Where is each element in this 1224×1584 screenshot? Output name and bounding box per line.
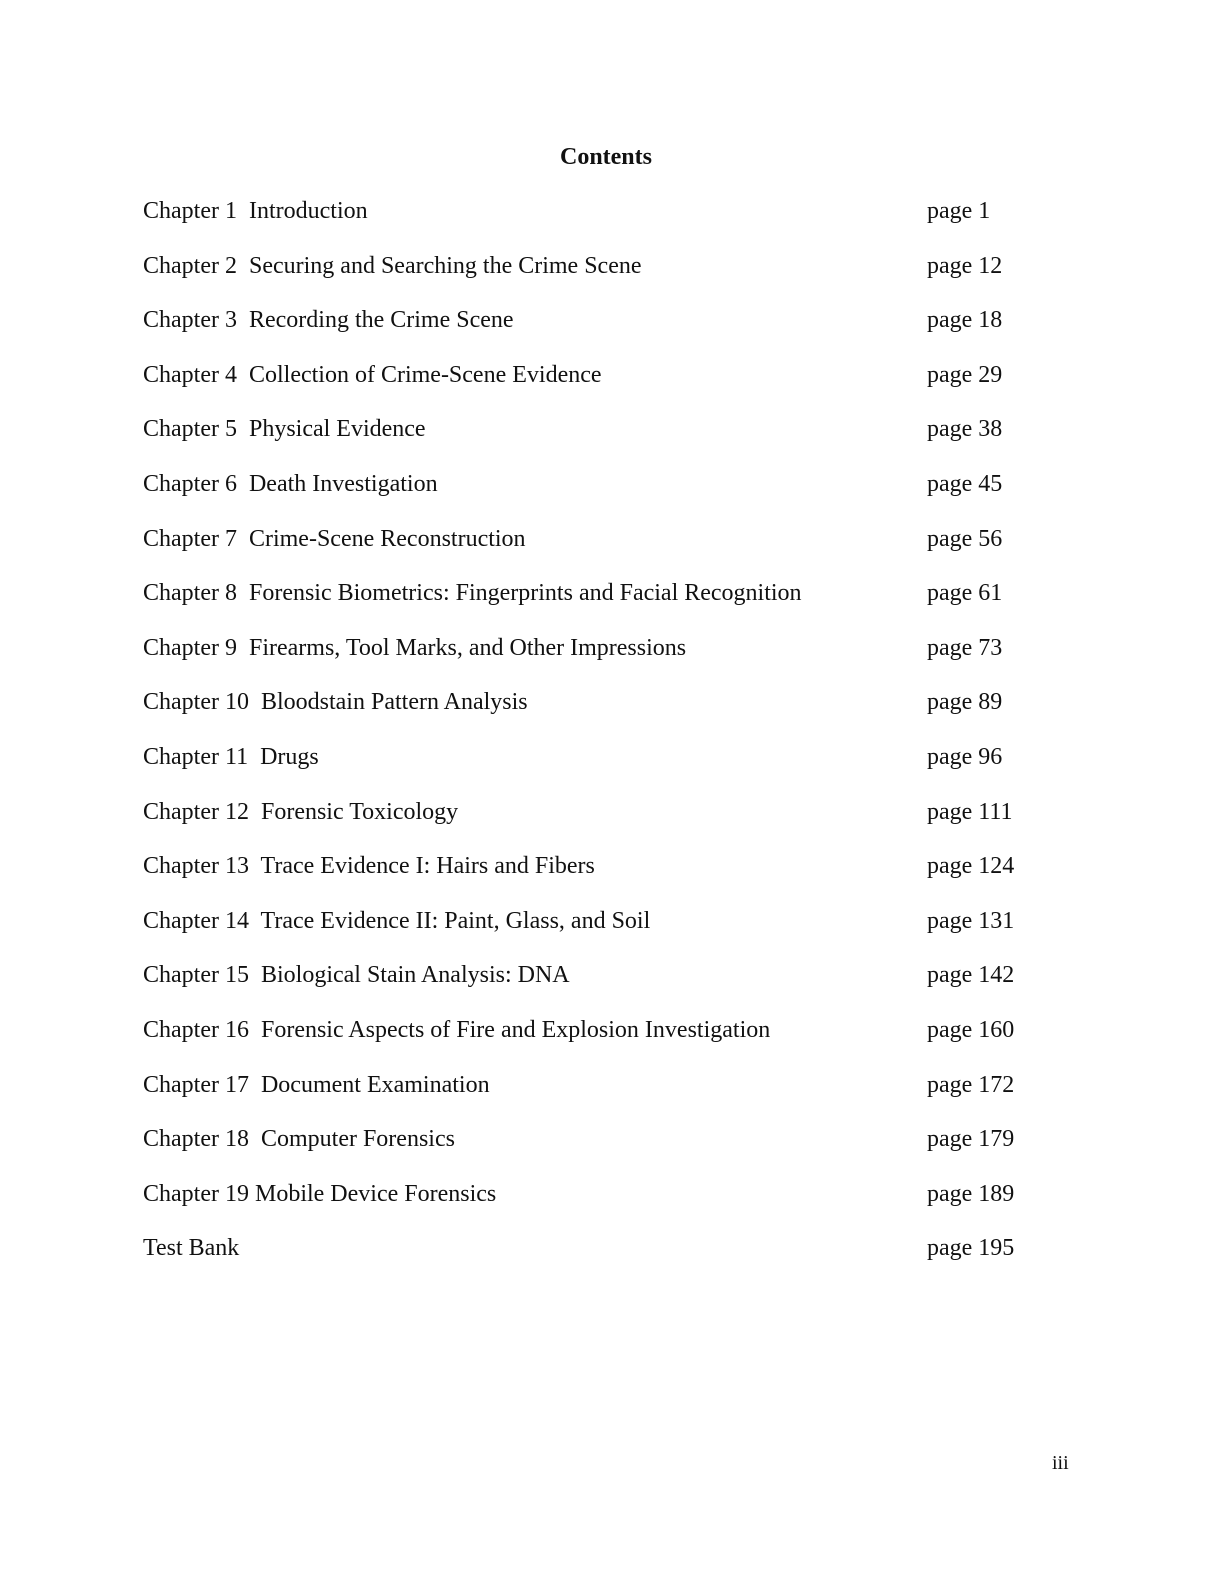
toc-entry[interactable] [143,469,1043,524]
toc-entry-title: Chapter 17 Document Examination [143,1071,490,1098]
toc-entry[interactable] [143,1070,1043,1125]
toc-entry[interactable] [143,578,1043,633]
toc-entry-page: page 61 [927,580,1003,607]
toc-entry[interactable] [143,1124,1043,1179]
toc-entry-page: page 29 [927,361,1003,388]
toc-entry-title: Chapter 6 Death Investigation [143,470,438,497]
toc-entry-title: Chapter 8 Forensic Biometrics: Fingerprints and Facial Recognition [143,580,802,607]
toc-entry[interactable] [143,360,1043,415]
toc-entry[interactable] [143,1233,1043,1288]
page-number: iii [1052,1452,1069,1474]
toc-entry-title: Chapter 5 Physical Evidence [143,416,426,443]
toc-entry-title: Test Bank [143,1235,240,1262]
toc-entry-page: page 12 [927,252,1003,279]
toc-entry-page: page 38 [927,416,1003,443]
toc-entry-title: Chapter 4 Collection of Crime-Scene Evidence [143,361,602,388]
toc-entry[interactable] [143,1179,1043,1234]
toc-entry-page: page 45 [927,470,1003,497]
toc-entry-title: Chapter 9 Firearms, Tool Marks, and Other Impressions [143,634,687,661]
toc-entry-title: Chapter 1 Introduction [143,198,368,224]
toc-entry-title: Chapter 19 Mobile Device Forensics [143,1180,497,1207]
toc-entry-page: page 89 [927,689,1003,716]
toc-entry-title: Chapter 16 Forensic Aspects of Fire and Explosion Investigation [143,1016,771,1043]
toc-entry-page: page 96 [927,743,1003,770]
toc-entry-title: Chapter 13 Trace Evidence I: Hairs and Fibers [143,853,595,880]
page-title: Contents [559,144,652,170]
toc-entry-title: Chapter 2 Securing and Searching the Crime Scene [143,252,642,279]
toc-entry-page: page 179 [927,1126,1015,1153]
toc-entry-page: page 73 [927,634,1003,661]
toc-entry-page: page 124 [927,853,1015,880]
toc-entry[interactable] [143,851,1043,906]
toc-entry[interactable] [143,960,1043,1015]
toc-entry[interactable] [143,633,1043,688]
toc-entry-page: page 131 [927,907,1015,934]
toc-entry[interactable] [143,797,1043,852]
toc-entry-title: Chapter 10 Bloodstain Pattern Analysis [143,689,528,716]
toc-entry[interactable] [143,414,1043,469]
toc-entry-page: page 111 [927,798,1013,825]
toc-entry-page: page 56 [927,525,1003,552]
toc-entry[interactable] [143,742,1043,797]
toc-entry-title: Chapter 18 Computer Forensics [143,1126,455,1153]
toc-entry-page: page 172 [927,1071,1015,1098]
toc-entry[interactable] [143,1015,1043,1070]
toc-entry-title: Chapter 14 Trace Evidence II: Paint, Glass, and Soil [143,907,651,934]
toc-entry-page: page 1 [927,198,991,224]
toc-entry-page: page 195 [927,1235,1015,1262]
toc-entry[interactable] [143,687,1043,742]
toc-entry-page: page 18 [927,307,1003,334]
toc-entry-page: page 160 [927,1016,1015,1043]
toc-entry-title: Chapter 7 Crime-Scene Reconstruction [143,525,526,552]
toc-entry-title: Chapter 12 Forensic Toxicology [143,798,459,825]
toc-entry[interactable] [143,906,1043,961]
toc-entry-page: page 189 [927,1180,1015,1207]
toc-entry[interactable] [143,251,1043,306]
table-of-contents [143,196,1043,1288]
toc-entry[interactable] [143,524,1043,579]
toc-entry-page: page 142 [927,962,1015,989]
toc-entry-title: Chapter 11 Drugs [143,743,319,770]
toc-entry[interactable] [143,305,1043,360]
toc-entry[interactable] [143,196,1043,251]
toc-entry-title: Chapter 3 Recording the Crime Scene [143,307,514,334]
toc-entry-title: Chapter 15 Biological Stain Analysis: DNA [143,962,570,989]
